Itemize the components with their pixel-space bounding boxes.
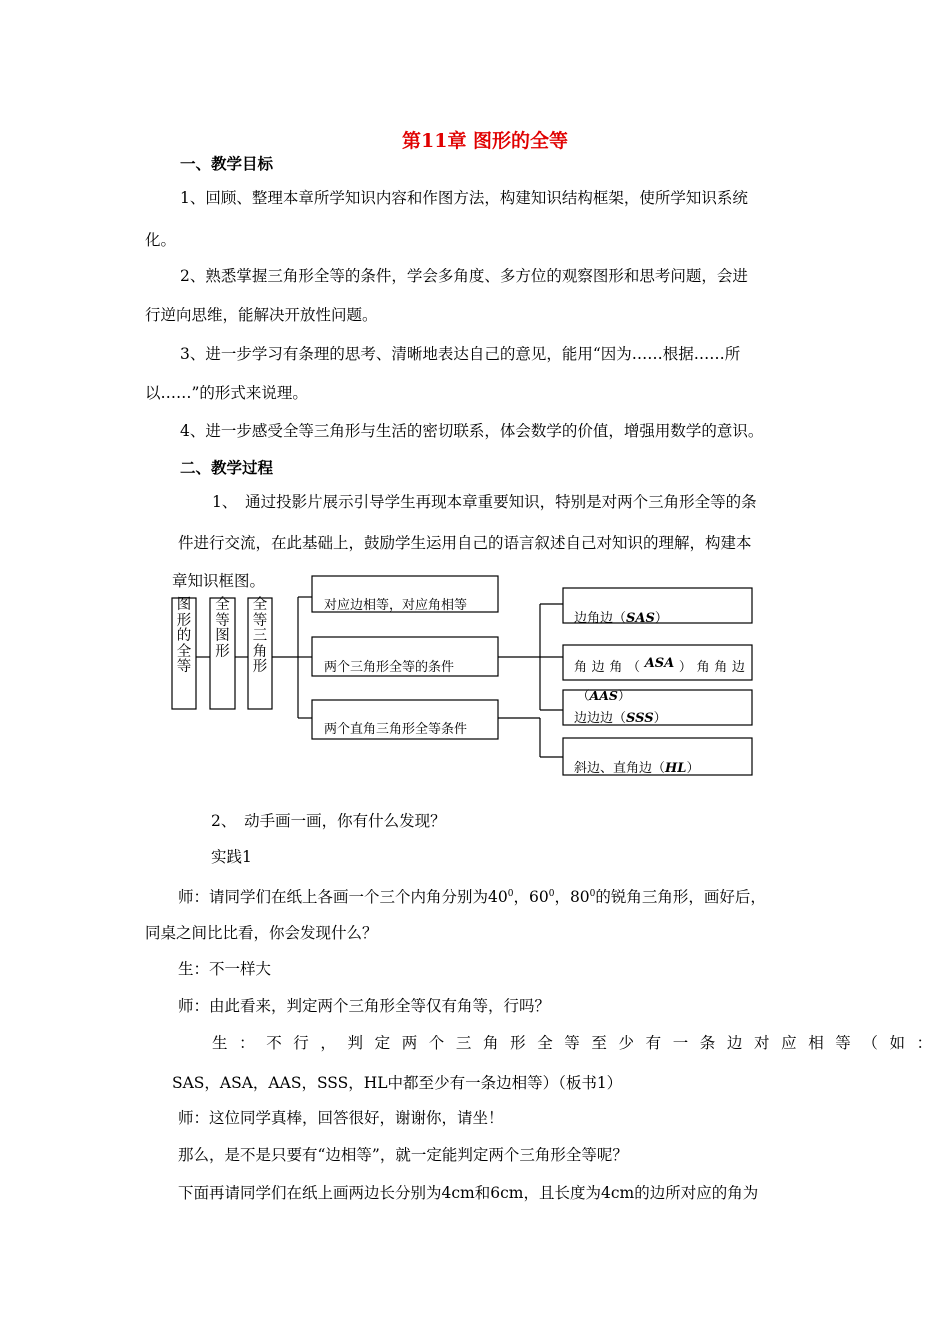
label-hl: 斜边、直角边（HL）: [574, 761, 700, 776]
student-line-2a: 生：不行，判定两个三角形全等至少有一条边对应相等（如：: [212, 1034, 944, 1052]
label-congruent-triangles: 全 等 三 角 形: [252, 597, 268, 675]
process-line-3: 章知识框图。: [172, 572, 266, 590]
goal-line-2: 化。: [145, 231, 177, 249]
teacher-line-4: 那么，是不是只要有“边相等”，就一定能判定两个三角形全等呢？: [178, 1146, 628, 1164]
teacher-line-3: 师：这位同学真棒，回答很好，谢谢你，请坐！: [178, 1109, 504, 1127]
label-conditions: 两个三角形全等的条件: [324, 660, 455, 675]
teacher-line-2: 师：由此看来，判定两个三角形全等仅有角等，行吗？: [178, 997, 551, 1015]
goal-line-4: 行逆向思维，能解决开放性问题。: [145, 306, 378, 324]
student-line-1: 生：不一样大: [178, 960, 272, 978]
practice-1: 实践1: [211, 848, 252, 866]
teacher-line-5: 下面再请同学们在纸上画两边长分别为4cm和6cm，且长度为4cm的边所对应的角为: [178, 1184, 759, 1202]
question-2: 2、 动手画一画，你有什么发现？: [211, 812, 446, 830]
teacher-line-1b: 同桌之间比比看，你会发现什么？: [145, 924, 378, 942]
student-line-2b: SAS，ASA，AAS，SSS，HL中都至少有一条边相等）（板书1）: [172, 1074, 623, 1092]
goal-line-1: 1、回顾、整理本章所学知识内容和作图方法，构建知识结构框架，使所学知识系统: [180, 189, 748, 207]
goal-line-3: 2、熟悉掌握三角形全等的条件，学会多角度、多方位的观察图形和思考问题，会进: [180, 267, 748, 285]
label-sas: 边角边（SAS）: [574, 611, 668, 626]
process-line-1: 1、 通过投影片展示引导学生再现本章重要知识，特别是对两个三角形全等的条: [212, 493, 757, 511]
label-figure-congruence: 图 形 的 全 等: [176, 597, 192, 675]
goal-line-5: 3、进一步学习有条理的思考、清晰地表达自己的意见，能用“因为……根据……所: [180, 345, 741, 363]
label-congruent-figures: 全 等 图 形: [215, 597, 230, 660]
process-line-2: 件进行交流，在此基础上，鼓励学生运用自己的语言叙述自己对知识的理解，构建本: [178, 534, 752, 552]
label-corresponding: 对应边相等，对应角相等: [324, 598, 468, 613]
teacher-line-1a: 师：请同学们在纸上各画一个三个内角分别为$40^0$，$60^0$，$80^0$的锐角三角形，画好后，: [178, 888, 766, 907]
label-aas: （AAS）: [577, 688, 631, 703]
goal-line-6: 以……”的形式来说理。: [145, 384, 308, 402]
section-heading-process: 二、教学过程: [180, 458, 274, 477]
section-heading-goals: 一、教学目标: [180, 154, 274, 173]
goal-line-7: 4、进一步感受全等三角形与生活的密切联系，体会数学的价值，增强用数学的意识。: [180, 422, 764, 440]
label-right-triangle-conditions: 两个直角三角形全等条件: [324, 722, 468, 737]
label-asa-line: 角 边 角 （ ASA ） 角 角 边: [574, 656, 745, 675]
page-title: 第11章 图形的全等: [402, 130, 569, 152]
label-sss: 边边边（SSS）: [574, 711, 667, 726]
